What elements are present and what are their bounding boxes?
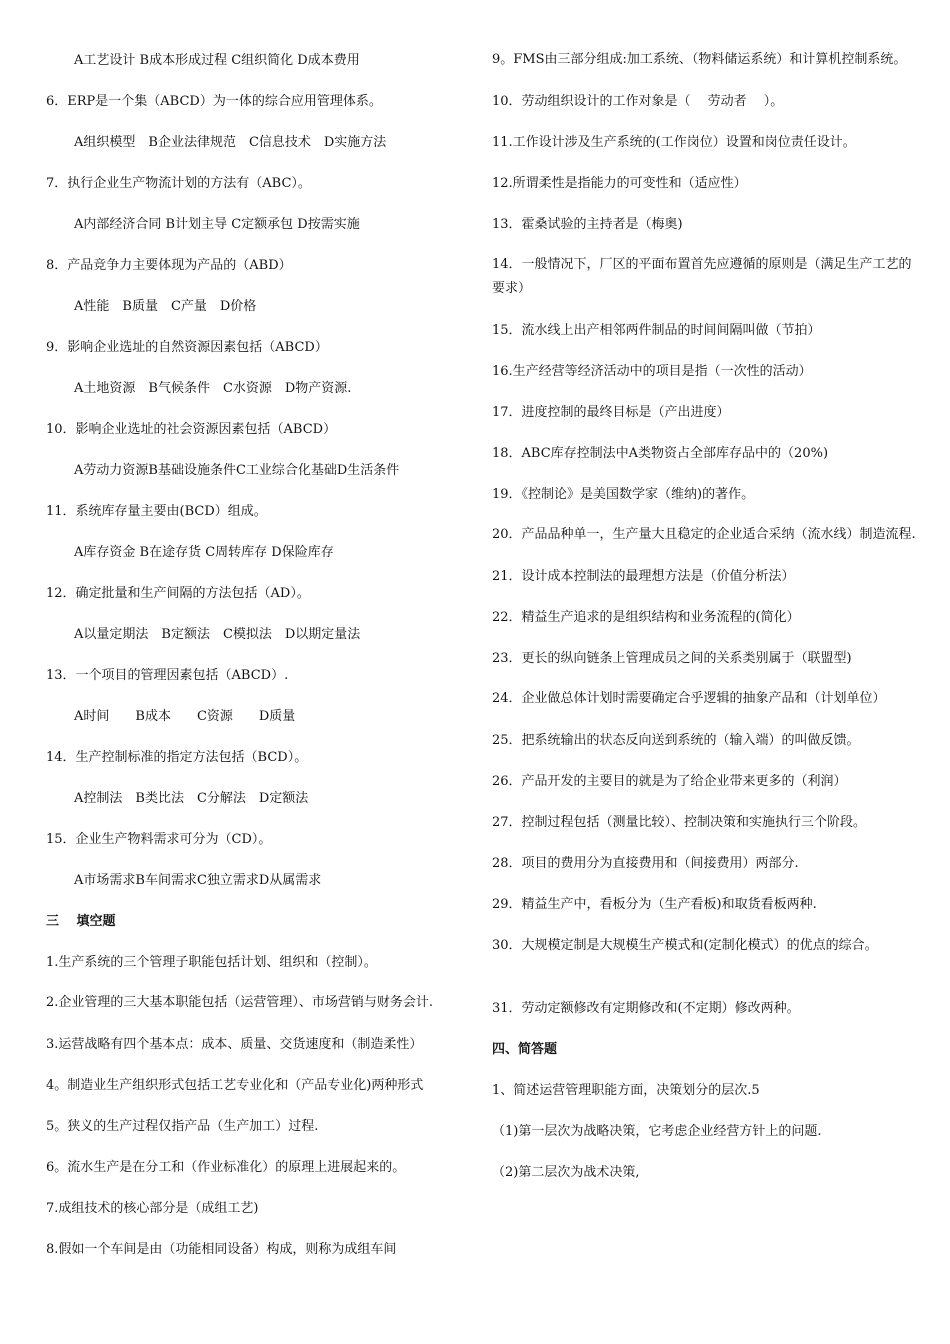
text-line: A土地资源 B气候条件 C水资源 D物产资源. [74,381,352,396]
spacer [492,974,922,996]
text-line: 21．设计成本控制法的最理想方法是（价值分析法） [492,569,795,584]
text-line: 22．精益生产追求的是组织结构和业务流程的(简化） [492,610,800,625]
text-line: 14．一般情况下，厂区的平面布置首先应遵循的原则是（满足生产工艺的要求） [492,257,912,296]
text-line: 28．项目的费用分为直接费用和（间接费用）两部分. [492,856,799,871]
text-line: 11．系统库存量主要由(BCD）组成。 [46,504,267,519]
text-line: 19．《控制论》是美国数学家（维纳)的著作。 [492,487,755,502]
text-line: 8.假如一个车间是由（功能相同设备）构成，则称为成组车间 [46,1242,397,1257]
text-line: 23．更长的纵向链条上管理成员之间的关系类别属于（联盟型) [492,651,852,666]
text-line: 12．确定批量和生产间隔的方法包括（AD）。 [46,586,310,601]
text-line: A库存资金 B在途存货 C周转库存 D保险库存 [74,545,334,560]
text-line: 10．影响企业选址的社会资源因素包括（ABCD） [46,422,337,437]
text-line: （1)第一层次为战略决策，它考虑企业经营方针上的问题. [492,1124,822,1139]
section-heading: 四、简答题 [492,1042,558,1057]
text-line: 26．产品开发的主要目的就是为了给企业带来更多的（利润） [492,774,847,789]
text-line: A控制法 B类比法 C分解法 D定额法 [74,791,309,806]
text-line: 24．企业做总体计划时需要确定合乎逻辑的抽象产品和（计划单位） [492,691,886,706]
right-column [492,48,922,1201]
text-line: 17．进度控制的最终目标是（产出进度） [492,405,730,420]
text-line: 12.所谓柔性是指能力的可变性和（适应性） [492,176,747,191]
text-line: A市场需求B车间需求C独立需求D从属需求 [74,873,322,888]
text-line: 29．精益生产中，看板分为（生产看板)和取货看板两种. [492,897,817,912]
text-line: 5。狭义的生产过程仅指产品（生产加工）过程. [46,1119,319,1134]
text-line: 31．劳动定额修改有定期修改和(不定期）修改两种。 [492,1001,800,1016]
text-line: A以量定期法 B定额法 C模拟法 D以期定量法 [74,627,361,642]
text-line: 9。FMS由三部分组成:加工系统、（物料储运系统）和计算机控制系统。 [492,52,907,67]
text-line: 18．ABC库存控制法中A类物资占全部库存品中的（20%) [492,446,829,461]
text-line: 7.成组技术的核心部分是（成组工艺) [46,1201,259,1216]
text-line: 7．执行企业生产物流计划的方法有（ABC）。 [46,176,311,191]
text-line: 1、简述运营管理职能方面，决策划分的层次.5 [492,1083,760,1098]
text-line: 1.生产系统的三个管理子职能包括计划、组织和（控制）。 [46,955,377,970]
text-line: 4。制造业生产组织形式包括工艺专业化和（产品专业化)两种形式 [46,1078,424,1093]
text-line: 30．大规模定制是大规模生产模式和(定制化模式）的优点的综合。 [492,938,878,953]
section-heading: 三 填空题 [46,914,116,929]
text-line: 27．控制过程包括（测量比较）、控制决策和实施执行三个阶段。 [492,815,867,830]
text-line: 25．把系统输出的状态反向送到系统的（输入端）的叫做反馈。 [492,733,860,748]
text-line: 15．流水线上出产相邻两件制品的时间间隔叫做（节拍） [492,323,821,338]
text-line: A劳动力资源B基础设施条件C工业综合化基础D生活条件 [74,463,400,478]
text-line: 6．ERP是一个集（ABCD）为一体的综合应用管理体系。 [46,94,382,109]
text-line: A工艺设计 B成本形成过程 C组织简化 D成本费用 [74,53,360,68]
text-line: 20．产品品种单一，生产量大且稳定的企业适合采纳（流水线）制造流程. [492,527,916,542]
text-line: 13．霍桑试验的主持者是（梅奥) [492,217,683,232]
text-line: 15．企业生产物料需求可分为（CD）。 [46,832,272,847]
text-line: A性能 B质量 C产量 D价格 [74,299,257,314]
text-line: A时间 B成本 C资源 D质量 [74,709,296,724]
text-line: 2.企业管理的三大基本职能包括（运营管理）、市场营销与财务会计. [46,995,434,1010]
text-line: A组织模型 B企业法律规范 C信息技术 D实施方法 [74,135,387,150]
text-line: 8．产品竞争力主要体现为产品的（ABD） [46,258,292,273]
text-line: 6。流水生产是在分工和（作业标准化）的原理上进展起来的。 [46,1160,406,1175]
text-line: 14．生产控制标准的指定方法包括（BCD）。 [46,750,308,765]
text-line: 9．影响企业选址的自然资源因素包括（ABCD） [46,340,328,355]
left-column [46,48,466,1278]
text-line: 3.运营战略有四个基本点：成本、质量、交货速度和（制造柔性） [46,1037,423,1052]
text-line: A内部经济合同 B计划主导 C定额承包 D按需实施 [74,217,360,232]
text-line: 10．劳动组织设计的工作对象是（ 劳动者 ）。 [492,94,784,109]
text-line: 16.生产经营等经济活动中的项目是指（一次性的活动） [492,364,812,379]
text-line: （2)第二层次为战术决策, [492,1165,640,1180]
text-line: 11.工作设计涉及生产系统的(工作岗位）设置和岗位责任设计。 [492,135,856,150]
text-line: 13．一个项目的管理因素包括（ABCD）. [46,668,289,683]
